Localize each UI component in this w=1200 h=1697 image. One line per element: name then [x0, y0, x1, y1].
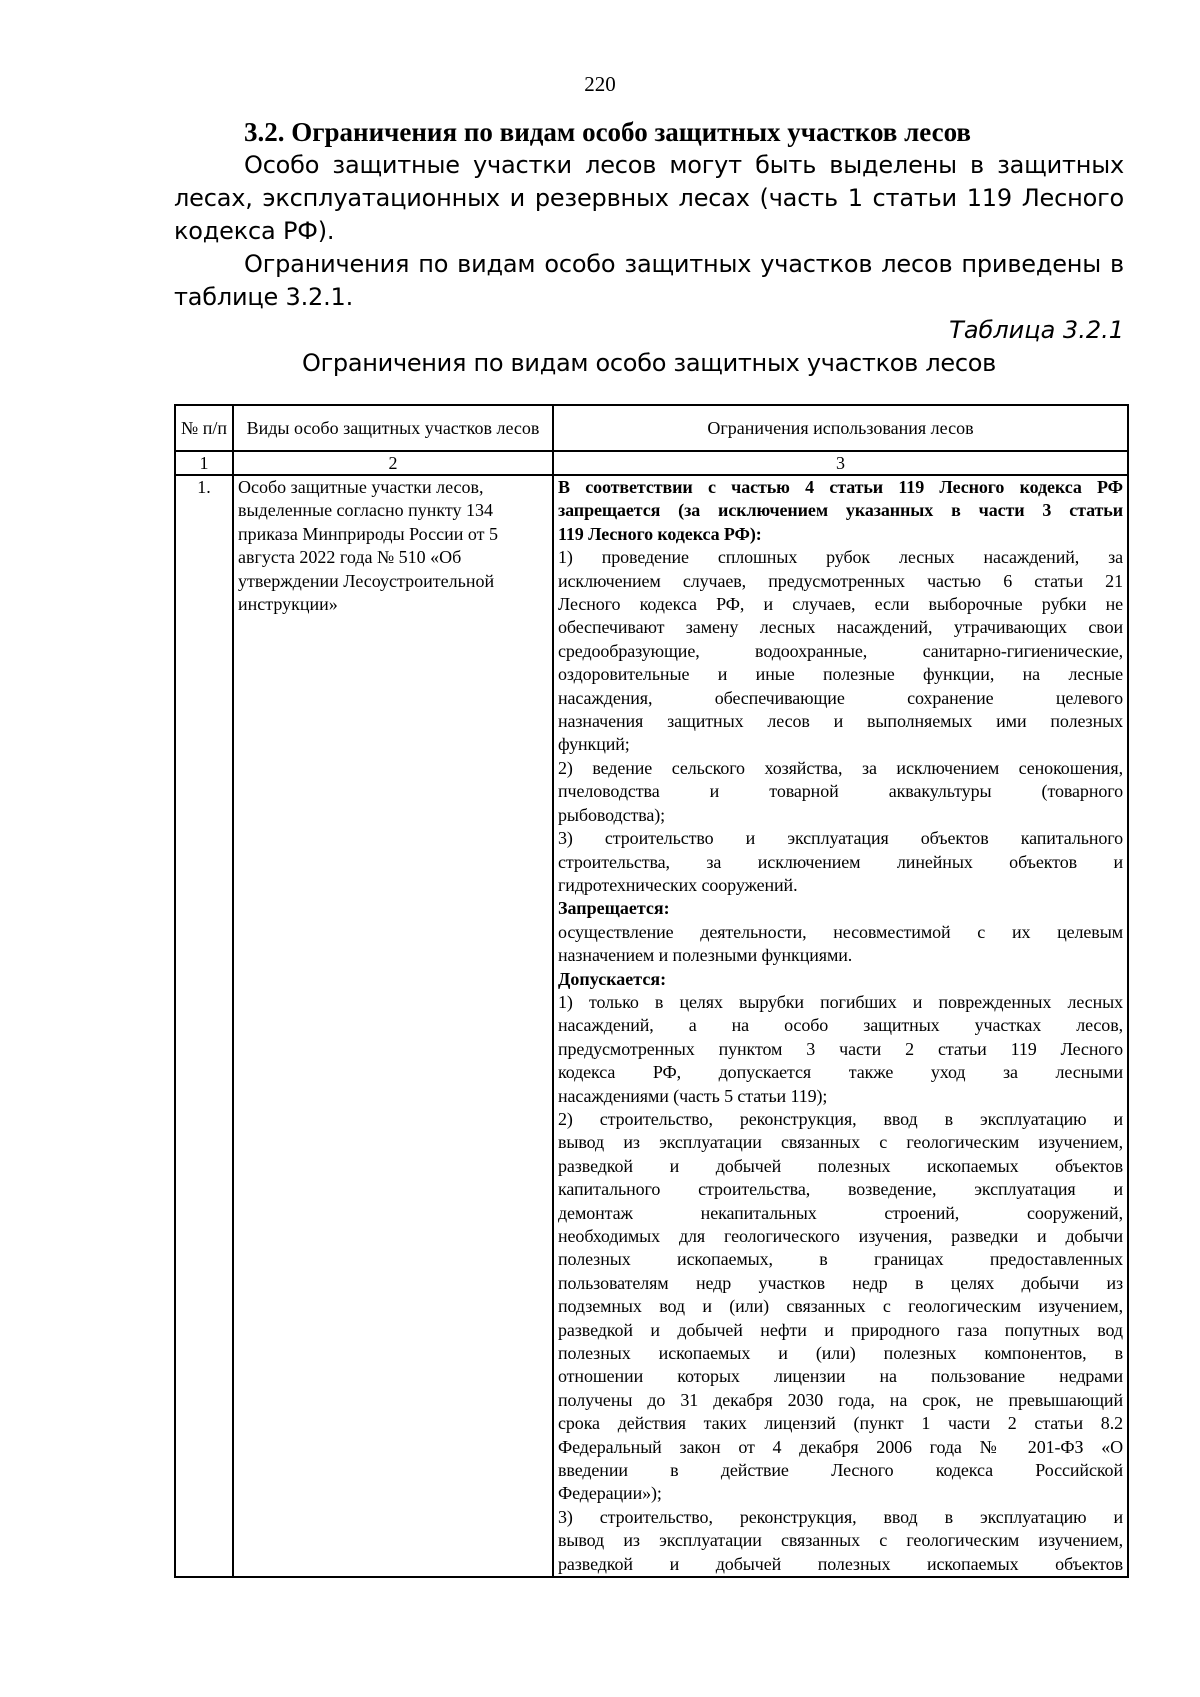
- text-line: пользователям недр участков недр в целях добычи из: [558, 1272, 1123, 1293]
- text-line: насаждений, а на особо защитных участках лесов,: [558, 1015, 1123, 1036]
- restriction-item-1: [558, 546, 1123, 757]
- text-line: функций;: [558, 734, 630, 755]
- text-line: рыбоводства);: [558, 804, 666, 825]
- text-line: 3) строительство, реконструкция, ввод в эксплуатацию и: [558, 1506, 1123, 1527]
- restrictions-intro: [558, 476, 1123, 546]
- text-line: строительства, за исключением линейных объектов и: [558, 851, 1123, 872]
- text-line: кодекса РФ, допускается также уход за лесными: [558, 1062, 1123, 1083]
- prohibited-text: [558, 921, 1123, 968]
- column-number-row: [175, 451, 1128, 475]
- row-restrictions: [553, 475, 1128, 1577]
- text-line: гидротехнических сооружений.: [558, 874, 798, 895]
- text-line: 2) строительство, реконструкция, ввод в эксплуатацию и: [558, 1108, 1123, 1129]
- text-line: назначения защитных лесов и выполняемых ими полезных: [558, 711, 1123, 732]
- allowed-item-2: [558, 1108, 1123, 1506]
- section-heading: 3.2. Ограничения по видам особо защитных участков лесов: [244, 117, 971, 147]
- text-line: введении в действие Лесного кодекса Российской: [558, 1460, 1123, 1481]
- text-line: срока действия таких лицензий (пункт 1 части 2 статьи 8.2: [558, 1413, 1123, 1434]
- text-line: пчеловодства и товарной аквакультуры (товарного: [558, 781, 1123, 802]
- table-row: [175, 475, 1128, 1577]
- header-restrictions: Ограничения использования лесов: [553, 405, 1128, 451]
- text-line: получены до 31 декабря 2030 года, на срок, не превышающий: [558, 1389, 1123, 1410]
- text-line: вывод из эксплуатации связанных с геологическим изучением,: [558, 1530, 1123, 1551]
- text-line: Федеральный закон от 4 декабря 2006 года № 201-ФЗ «О: [558, 1436, 1123, 1457]
- document-body: [174, 116, 1124, 412]
- text-line: насаждениями (часть 5 статьи 119);: [558, 1085, 828, 1106]
- header-kind: Виды особо защитных участков лесов: [233, 405, 553, 451]
- page-number: 220: [584, 72, 616, 96]
- restrictions-table: [174, 404, 1129, 1578]
- text-line: отношении которых лицензии на пользование недрами: [558, 1366, 1123, 1387]
- column-number-1: 1: [175, 451, 233, 475]
- column-number-2: 2: [233, 451, 553, 475]
- text-line: разведкой и добычей полезных ископаемых объектов: [558, 1155, 1123, 1176]
- header-number: № п/п: [175, 405, 233, 451]
- text-line: полезных ископаемых, в границах предоставленных: [558, 1249, 1123, 1270]
- text-line: разведкой и добычей нефти и природного газа попутных вод: [558, 1319, 1123, 1340]
- text-line: запрещается (за исключением указанных в части 3 статьи: [558, 500, 1123, 521]
- text-line: 2) ведение сельского хозяйства, за исключением сенокошения,: [558, 757, 1123, 778]
- allowed-item-1: [558, 991, 1123, 1108]
- text-line: капитального строительства, возведение, эксплуатация и: [558, 1179, 1123, 1200]
- paragraph-2: Ограничения по видам особо защитных участков лесов приведены в таблице 3.2.1.: [174, 250, 1124, 311]
- table-label: Таблица 3.2.1: [949, 316, 1124, 344]
- restriction-item-3: [558, 827, 1123, 897]
- text-line: предусмотренных пунктом 3 части 2 статьи 119 Лесного: [558, 1038, 1123, 1059]
- row-kind: Особо защитные участки лесов, выделенные согласно пункту 134 приказа Минприроды России от 5 августа 2022 года № 510 «Об утверждении Лесоустроительной инструкции»: [233, 475, 553, 1577]
- text-line: 1) проведение сплошных рубок лесных насаждений, за: [558, 547, 1123, 568]
- text-line: 119 Лесного кодекса РФ):: [558, 523, 762, 544]
- text-line: демонтаж некапитальных строений, сооружений,: [558, 1202, 1123, 1223]
- text-line: полезных ископаемых и (или) полезных компонентов, в: [558, 1343, 1123, 1364]
- table-header-row: [175, 405, 1128, 451]
- text-line: осуществление деятельности, несовместимой с их целевым: [558, 921, 1123, 942]
- text-line: необходимых для геологического изучения, разведки и добычи: [558, 1226, 1123, 1246]
- text-line: 3) строительство и эксплуатация объектов капитального: [558, 828, 1123, 849]
- text-line: исключением случаев, предусмотренных частью 6 статьи 21: [558, 570, 1123, 591]
- column-number-3: 3: [553, 451, 1128, 475]
- text-line: назначением и полезными функциями.: [558, 945, 853, 966]
- text-line: обеспечивают замену лесных насаждений, утрачивающих свои: [558, 617, 1123, 638]
- prohibited-label: Запрещается:: [558, 898, 670, 919]
- allowed-item-3: [558, 1506, 1123, 1576]
- text-line: разведкой и добычей полезных ископаемых объектов: [558, 1553, 1123, 1574]
- text-line: вывод из эксплуатации связанных с геологическим изучением,: [558, 1132, 1123, 1153]
- text-line: Федерации»);: [558, 1483, 662, 1504]
- allowed-label: Допускается:: [558, 968, 667, 989]
- table-title: Ограничения по видам особо защитных участков лесов: [302, 349, 996, 377]
- text-line: В соответствии с частью 4 статьи 119 Лесного кодекса РФ: [558, 477, 1123, 497]
- row-number: 1.: [175, 475, 233, 1577]
- text-line: 1) только в целях вырубки погибших и поврежденных лесных: [558, 991, 1123, 1012]
- text-line: подземных вод и (или) связанных с геологическим изучением,: [558, 1296, 1123, 1317]
- text-line: Лесного кодекса РФ, и случаев, если выборочные рубки не: [558, 594, 1123, 615]
- text-line: оздоровительные и иные полезные функции, на лесные: [558, 664, 1123, 685]
- paragraph-1: Особо защитные участки лесов могут быть выделены в защитных лесах, эксплуатационных и резервных лесах (часть 1 статьи 119 Лесного кодекса РФ).: [174, 151, 1124, 245]
- text-line: насаждения, обеспечивающие сохранение целевого: [558, 687, 1123, 708]
- text-line: средообразующие, водоохранные, санитарно-гигиенические,: [558, 640, 1123, 661]
- restriction-item-2: [558, 757, 1123, 827]
